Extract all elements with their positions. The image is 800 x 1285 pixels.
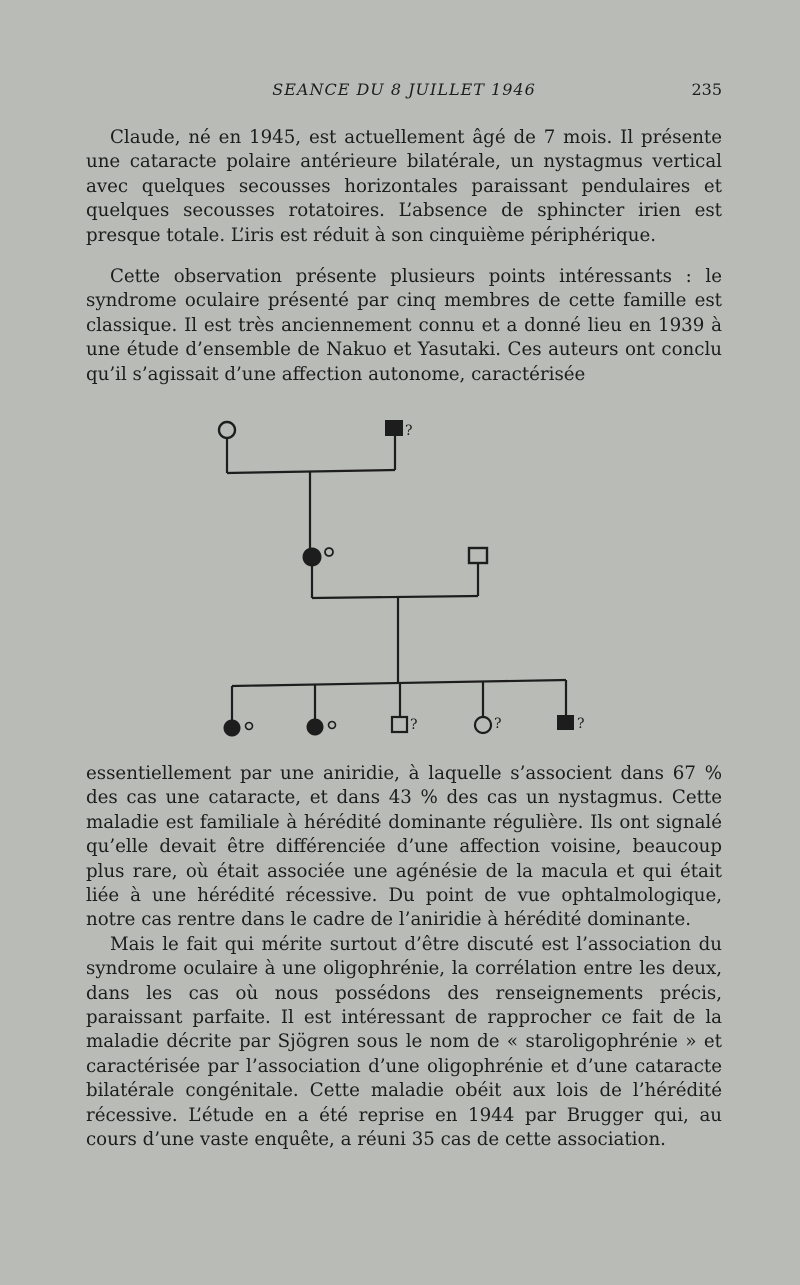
page-header (86, 80, 722, 104)
paragraph-text: essentiellement par une aniridie, à laquelle s’associent dans 67 % des cas une cataracte, et dans 43 % des cas un nystagmus. Cette maladie est familiale à hérédité dominante régulière. Ils ont signalé qu’elle devait être différenciée d’une affection voisine, beaucoup plus rare, où était associée une agénésie de la macula et qui était liée à une hérédité récessive. Du point de vue ophtalmologique, notre cas rentre dans le cadre de l’aniridie à hérédité dominante. (86, 763, 722, 931)
paragraph-text: Mais le fait qui mérite surtout d’être discuté est l’association du syndrome oculaire à une oligophrénie, la corrélation entre les deux, dans les cas où nous possédons des renseignements précis, paraissant parfaite. Il est intéressant de rapprocher ce fait de la maladie décrite par Sjögren sous le nom de « staroligophrénie » et caractérisée par l’association d’une oligophrénie et d’une cataracte bilatérale congénitale. Cette maladie obéit aux lois de l’hérédité récessive. L’étude en a été reprise en 1944 par Brugger qui, au cours d’une vaste enquête, a réuni 35 cas de cette association. (86, 933, 722, 1151)
paragraph-discussion (86, 762, 722, 1153)
question-mark: ? (410, 717, 418, 733)
oligophrenia-mark (325, 548, 333, 556)
pedigree-female-unaffected (475, 717, 491, 733)
pedigree-male-affected (557, 715, 574, 730)
pedigree-female-affected (224, 720, 241, 737)
pedigree-diagram (170, 410, 630, 750)
page-number: 235 (691, 80, 722, 99)
pedigree-svg (170, 410, 630, 750)
paragraph-text: Claude, né en 1945, est actuellement âgé de 7 mois. Il présente une cataracte polaire antérieure bilatérale, un nystagmus vertical avec quelques secousses horizontales paraissant pendulaires et quelques secousses rotatoires. L’absence de sphincter irien est presque totale. L’iris est réduit à son cinquième périphérique. (86, 127, 722, 246)
question-mark: ? (405, 423, 413, 439)
paragraph-case-claude (86, 126, 722, 248)
pedigree-female-affected (303, 548, 322, 567)
pedigree-female-unaffected (219, 422, 235, 438)
paragraph-observation (86, 265, 722, 387)
running-title: SEANCE DU 8 JUILLET 1946 (272, 80, 536, 99)
pedigree-male-affected (385, 420, 403, 436)
pedigree-female-affected (307, 719, 324, 736)
oligophrenia-mark (246, 723, 253, 730)
question-mark: ? (494, 716, 502, 732)
pedigree-line (312, 596, 478, 598)
pedigree-male-unaffected (392, 717, 407, 732)
question-mark: ? (577, 716, 585, 732)
oligophrenia-mark (329, 722, 336, 729)
paragraph-text: Cette observation présente plusieurs points intéressants : le syndrome oculaire présenté par cinq membres de cette famille est classique. Il est très anciennement connu et a donné lieu en 1939 à une étude d’ensemble de Nakuo et Yasutaki. Ces auteurs ont conclu qu’il s’agissait d’une affection autonome, caractérisée (86, 266, 722, 385)
pedigree-male-unaffected (469, 548, 487, 563)
